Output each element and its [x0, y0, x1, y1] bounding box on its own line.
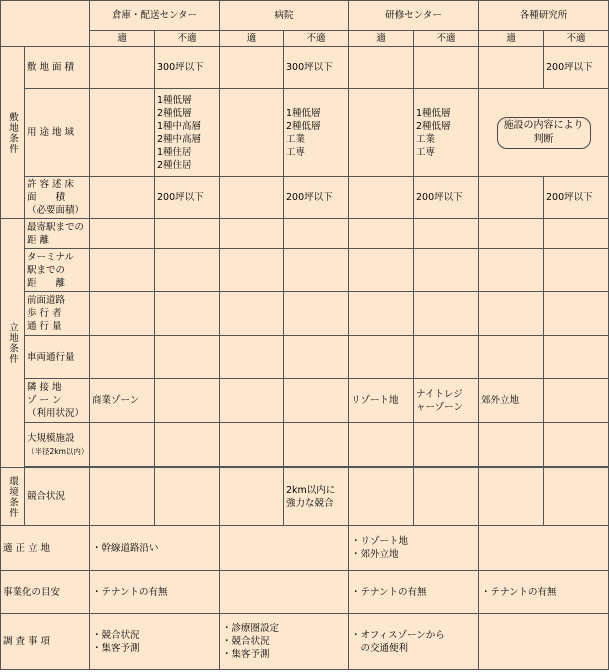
row-competition — [1, 468, 609, 526]
cell-training-ng: 1種低層 2種低層 工業 工専 — [414, 89, 479, 177]
cell — [220, 89, 284, 177]
label-vehicle-traffic: 車両通行量 — [25, 336, 90, 379]
cell — [90, 47, 155, 89]
label-nearest-station: 最寄駅までの 距 離 — [25, 219, 90, 249]
cell-lab-ok: 郊外立地 — [479, 379, 544, 423]
label-business-target: 事業化の目安 — [1, 571, 90, 614]
cell — [349, 177, 414, 219]
row-terminal-station — [1, 249, 609, 292]
label-large-facilities-sub: （半径2km以内） — [27, 446, 89, 456]
cell-warehouse: ・テナントの有無 — [90, 571, 220, 614]
header-unsuitable: 不適 — [544, 31, 609, 47]
cell — [349, 89, 414, 177]
header-suitable: 適 — [479, 31, 544, 47]
cell-warehouse-ng: 200坪以下 — [155, 177, 220, 219]
row-survey-items — [1, 614, 609, 670]
row-floor-area — [1, 177, 609, 219]
group-location-conditions: 立地条件 — [1, 219, 25, 468]
label-adjacent-zone: 隣 接 地 ゾ ー ン （利用状況） — [25, 379, 90, 423]
row-zoning — [1, 89, 609, 177]
cell-training: ・リゾート地 ・郊外立地 — [349, 526, 479, 571]
cell-training-ok: リゾート地 — [349, 379, 414, 423]
label-floor-area: 許 容 述 床 面 積 （必要面積） — [25, 177, 90, 219]
header-row-facilities — [1, 1, 609, 31]
cell-warehouse: ・幹線道路沿い — [90, 526, 220, 571]
row-business-target — [1, 571, 609, 614]
cell-lab-ng: 200坪以下 — [544, 177, 609, 219]
cell — [220, 177, 284, 219]
cell-training: ・オフィスゾーンから の交通便利 — [349, 614, 479, 670]
cell-warehouse: ・競合状況 ・集客予測 — [90, 614, 220, 670]
cell-warehouse-ng: 300坪以下 — [155, 47, 220, 89]
header-unsuitable: 不適 — [284, 31, 349, 47]
label-front-road: 前面道路 歩 行 者 通 行 量 — [25, 292, 90, 336]
cell — [90, 177, 155, 219]
cell-training: ・テナントの有無 — [349, 571, 479, 614]
row-adjacent-zone — [1, 379, 609, 423]
row-proper-location — [1, 526, 609, 571]
cell-hospital — [220, 526, 349, 571]
header-research-lab: 各種研究所 — [479, 1, 609, 31]
label-large-facilities — [25, 423, 90, 467]
row-vehicle-traffic — [1, 336, 609, 379]
header-suitable: 適 — [349, 31, 414, 47]
cell — [349, 47, 414, 89]
label-proper-location: 適 正 立 地 — [1, 526, 90, 571]
label-competition: 競合状況 — [25, 468, 90, 526]
cell-hospital — [220, 571, 349, 614]
header-hospital: 病院 — [220, 1, 349, 31]
header-row-suitability — [1, 31, 609, 47]
header-unsuitable: 不適 — [155, 31, 220, 47]
row-site-area — [1, 47, 609, 89]
cell — [90, 89, 155, 177]
cell-hospital: ・診療圏設定 ・競合状況 ・集客予測 — [220, 614, 349, 670]
row-nearest-station — [1, 219, 609, 249]
cell-lab — [479, 614, 609, 670]
header-suitable: 適 — [220, 31, 284, 47]
lab-zoning-note: 施設の内容により 判断 — [497, 117, 591, 149]
cell-lab-ng: 200坪以下 — [544, 47, 609, 89]
cell-lab — [479, 526, 609, 571]
cell-hospital-ng: 1種低層 2種低層 工業 工専 — [284, 89, 349, 177]
cell-warehouse-ng: 1種低層 2種低層 1種中高層 2種中高層 1種住居 2種住居 — [155, 89, 220, 177]
row-front-road — [1, 292, 609, 336]
group-environment-conditions: 環境条件 — [1, 468, 25, 526]
cell-hospital-ng: 200坪以下 — [284, 177, 349, 219]
cell-training-ng: 200坪以下 — [414, 177, 479, 219]
row-large-facilities — [1, 423, 609, 467]
cell — [220, 47, 284, 89]
header-unsuitable: 不適 — [414, 31, 479, 47]
label-zoning: 用 途 地 域 — [25, 89, 90, 177]
cell-training-ng: ナイトレジ ャーゾーン — [414, 379, 479, 423]
cell — [479, 47, 544, 89]
cell-warehouse-ok: 商業ゾーン — [90, 379, 155, 423]
label-site-area: 敷 地 面 積 — [25, 47, 90, 89]
cell — [479, 177, 544, 219]
group-site-conditions: 敷地条件 — [1, 47, 25, 219]
header-training-center: 研修センター — [349, 1, 479, 31]
label-survey-items: 調 査 事 項 — [1, 614, 90, 670]
cell — [414, 47, 479, 89]
label-terminal-station: ターミナル 駅までの 距 離 — [25, 249, 90, 292]
header-suitable: 適 — [90, 31, 155, 47]
cell-lab-zoning — [479, 89, 609, 177]
header-warehouse: 倉庫・配送センター — [90, 1, 220, 31]
cell-hospital-ng: 300坪以下 — [284, 47, 349, 89]
header-corner — [1, 1, 90, 47]
cell-hospital-ng: 2km以内に 強力な競合 — [284, 468, 349, 526]
cell-lab: ・テナントの有無 — [479, 571, 609, 614]
label-large-facilities-main: 大規模施設 — [27, 432, 75, 444]
